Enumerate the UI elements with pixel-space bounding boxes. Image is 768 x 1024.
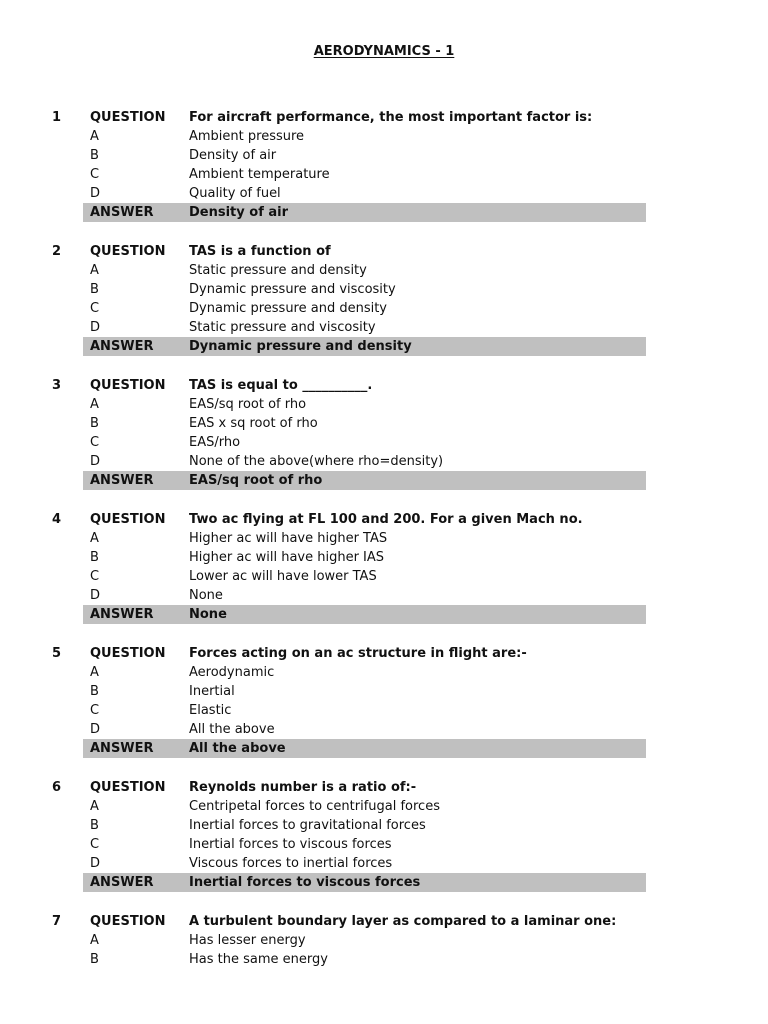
- answer-text: None: [189, 607, 227, 622]
- option-row: [0, 816, 768, 835]
- question-block: [0, 242, 768, 356]
- option-text: None: [189, 588, 223, 603]
- option-row: [0, 261, 768, 280]
- option-letter: C: [90, 167, 100, 182]
- answer-label: ANSWER: [90, 607, 154, 622]
- option-text: Higher ac will have higher IAS: [189, 550, 385, 565]
- option-letter: B: [90, 282, 99, 297]
- option-text: Inertial forces to gravitational forces: [189, 818, 426, 833]
- option-letter: C: [90, 837, 100, 852]
- option-letter: A: [90, 263, 99, 278]
- option-row: [0, 701, 768, 720]
- option-text: Quality of fuel: [189, 186, 281, 201]
- answer-text: Inertial forces to viscous forces: [189, 875, 421, 890]
- answer-label: ANSWER: [90, 205, 154, 220]
- question-block: [0, 510, 768, 624]
- option-letter: B: [90, 684, 99, 699]
- option-text: Inertial forces to viscous forces: [189, 837, 392, 852]
- answer-label: ANSWER: [90, 741, 154, 756]
- answer-text: All the above: [189, 741, 286, 756]
- option-row: [0, 318, 768, 337]
- question-block: [0, 376, 768, 490]
- question-row: [0, 912, 768, 931]
- option-letter: D: [90, 588, 101, 603]
- option-text: Aerodynamic: [189, 665, 275, 680]
- answer-text: EAS/sq root of rho: [189, 473, 323, 488]
- option-letter: A: [90, 665, 99, 680]
- option-letter: C: [90, 703, 100, 718]
- question-row: [0, 644, 768, 663]
- option-text: All the above: [189, 722, 275, 737]
- question-label: QUESTION: [90, 646, 166, 661]
- option-row: [0, 950, 768, 969]
- option-row: [0, 395, 768, 414]
- question-number: 3: [52, 378, 62, 393]
- option-row: [0, 433, 768, 452]
- option-row: [0, 567, 768, 586]
- question-text: Reynolds number is a ratio of:-: [189, 780, 417, 795]
- question-block: [0, 912, 768, 969]
- option-text: EAS x sq root of rho: [189, 416, 318, 431]
- option-letter: A: [90, 129, 99, 144]
- answer-row: [83, 873, 646, 892]
- question-block: [0, 778, 768, 892]
- answer-row: [83, 337, 646, 356]
- option-text: Static pressure and viscosity: [189, 320, 376, 335]
- question-number: 6: [52, 780, 62, 795]
- option-text: Viscous forces to inertial forces: [189, 856, 393, 871]
- option-text: Static pressure and density: [189, 263, 367, 278]
- option-letter: B: [90, 952, 99, 967]
- answer-row: [83, 739, 646, 758]
- question-label: QUESTION: [90, 512, 166, 527]
- option-letter: B: [90, 416, 99, 431]
- question-label: QUESTION: [90, 110, 166, 125]
- option-row: [0, 299, 768, 318]
- option-text: Inertial: [189, 684, 235, 699]
- question-row: [0, 108, 768, 127]
- question-label: QUESTION: [90, 780, 166, 795]
- answer-row: [83, 203, 646, 222]
- option-text: Has the same energy: [189, 952, 328, 967]
- option-row: [0, 797, 768, 816]
- option-row: [0, 452, 768, 471]
- option-text: None of the above(where rho=density): [189, 454, 444, 469]
- option-row: [0, 586, 768, 605]
- question-text: Forces acting on an ac structure in flight are:-: [189, 646, 527, 661]
- document-title: AERODYNAMICS - 1: [313, 44, 455, 59]
- question-text: For aircraft performance, the most important factor is:: [189, 110, 593, 125]
- option-letter: C: [90, 435, 100, 450]
- option-text: Elastic: [189, 703, 232, 718]
- option-text: Ambient pressure: [189, 129, 305, 144]
- question-row: [0, 510, 768, 529]
- answer-row: [83, 471, 646, 490]
- option-row: [0, 720, 768, 739]
- question-block: [0, 644, 768, 758]
- option-row: [0, 835, 768, 854]
- option-text: Lower ac will have lower TAS: [189, 569, 377, 584]
- question-number: 2: [52, 244, 62, 259]
- question-label: QUESTION: [90, 378, 166, 393]
- option-letter: B: [90, 148, 99, 163]
- option-row: [0, 529, 768, 548]
- option-letter: B: [90, 818, 99, 833]
- answer-text: Dynamic pressure and density: [189, 339, 412, 354]
- question-number: 5: [52, 646, 62, 661]
- option-row: [0, 146, 768, 165]
- question-row: [0, 778, 768, 797]
- option-letter: C: [90, 569, 100, 584]
- question-label: QUESTION: [90, 244, 166, 259]
- option-row: [0, 280, 768, 299]
- answer-label: ANSWER: [90, 473, 154, 488]
- question-text: TAS is a function of: [189, 244, 331, 259]
- option-letter: D: [90, 186, 101, 201]
- option-text: Higher ac will have higher TAS: [189, 531, 388, 546]
- option-letter: A: [90, 397, 99, 412]
- question-number: 4: [52, 512, 62, 527]
- option-text: Ambient temperature: [189, 167, 330, 182]
- question-text: Two ac flying at FL 100 and 200. For a given Mach no.: [189, 512, 583, 527]
- option-row: [0, 414, 768, 433]
- option-text: Density of air: [189, 148, 277, 163]
- option-text: Dynamic pressure and viscosity: [189, 282, 396, 297]
- option-row: [0, 165, 768, 184]
- question-block: [0, 108, 768, 222]
- answer-label: ANSWER: [90, 875, 154, 890]
- option-letter: A: [90, 933, 99, 948]
- option-text: EAS/sq root of rho: [189, 397, 307, 412]
- question-text: A turbulent boundary layer as compared to a laminar one:: [189, 914, 617, 929]
- question-row: [0, 242, 768, 261]
- question-row: [0, 376, 768, 395]
- option-letter: A: [90, 531, 99, 546]
- answer-label: ANSWER: [90, 339, 154, 354]
- option-text: EAS/rho: [189, 435, 241, 450]
- option-row: [0, 663, 768, 682]
- option-row: [0, 184, 768, 203]
- option-row: [0, 854, 768, 873]
- answer-row: [83, 605, 646, 624]
- question-number: 1: [52, 110, 62, 125]
- option-letter: D: [90, 454, 101, 469]
- question-number: 7: [52, 914, 62, 929]
- option-letter: D: [90, 856, 101, 871]
- option-letter: A: [90, 799, 99, 814]
- option-text: Centripetal forces to centrifugal forces: [189, 799, 440, 814]
- option-row: [0, 931, 768, 950]
- option-row: [0, 548, 768, 567]
- question-text: TAS is equal to __________.: [189, 378, 373, 393]
- option-letter: D: [90, 722, 101, 737]
- question-label: QUESTION: [90, 914, 166, 929]
- option-letter: C: [90, 301, 100, 316]
- option-row: [0, 127, 768, 146]
- option-row: [0, 682, 768, 701]
- option-text: Has lesser energy: [189, 933, 306, 948]
- option-letter: D: [90, 320, 101, 335]
- option-letter: B: [90, 550, 99, 565]
- answer-text: Density of air: [189, 205, 289, 220]
- option-text: Dynamic pressure and density: [189, 301, 388, 316]
